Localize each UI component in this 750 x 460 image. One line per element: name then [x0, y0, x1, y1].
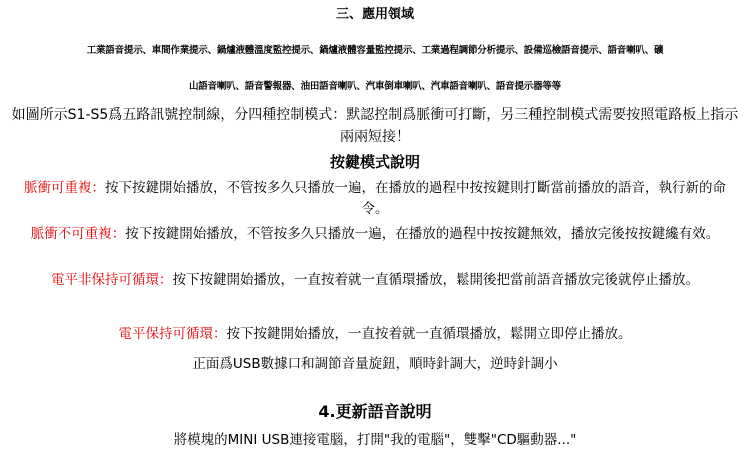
section-title: 三、應用領域: [335, 7, 414, 22]
mode-label: 脈衝可重複：: [24, 180, 105, 196]
mode-pulse-repeatable: [14, 178, 736, 220]
mode-description: 按下按鍵開始播放，一直按着就一直循環播放，鬆開立即停止播放。: [226, 326, 632, 342]
mode-description: 按下按鍵開始播放，一直按着就一直循環播放，鬆開後把當前語音播放完後就停止播放。: [172, 272, 699, 288]
intro-paragraph: 如圖所示S1-S5爲五路訊號控制線，分四種控制模式：默認控制爲脈衝可打斷，另三種控制模式需要按照電路板上指示兩兩短接！: [11, 107, 739, 145]
mode-pulse-non-repeatable: [14, 224, 736, 245]
update-voice-title: 4.更新語音說明: [318, 402, 432, 421]
mode-description: 按下按鍵開始播放，不管按多久只播放一遍，在播放的過程中按按鍵無效，播放完後按按鍵纔有效。: [125, 226, 720, 242]
usb-volume-note: 正面爲USB數據口和調節音量旋鈕，順時針調大，逆時針調小: [192, 356, 558, 372]
mode-label: 電平保持可循環：: [118, 326, 227, 342]
applications-line-1: 工業語音提示、車間作業提示、鍋爐液體溫度監控提示、鍋爐液體容量監控提示、工業過程調節分析提示、設備巡檢語音提示、語音喇叭、礦: [86, 45, 664, 56]
update-voice-text: 將模塊的MINI USB連接電腦，打開"我的電腦"，雙擊"CD驅動器...": [173, 432, 577, 448]
mode-label: 電平非保持可循環：: [51, 272, 173, 288]
mode-level-non-hold-loop: [14, 270, 736, 291]
mode-label: 脈衝不可重複：: [30, 226, 126, 242]
mode-description: 按下按鍵開始播放，不管按多久只播放一遍，在播放的過程中按按鍵則打斷當前播放的語音，執行新的命令。: [105, 180, 726, 217]
applications-line-2: 山語音喇叭、語音警報器、油田語音喇叭、汽車倒車喇叭、汽車語音喇叭、語音提示器等等: [188, 81, 561, 92]
mode-level-hold-loop: [14, 324, 736, 345]
key-modes-title: 按鍵模式說明: [329, 153, 420, 171]
